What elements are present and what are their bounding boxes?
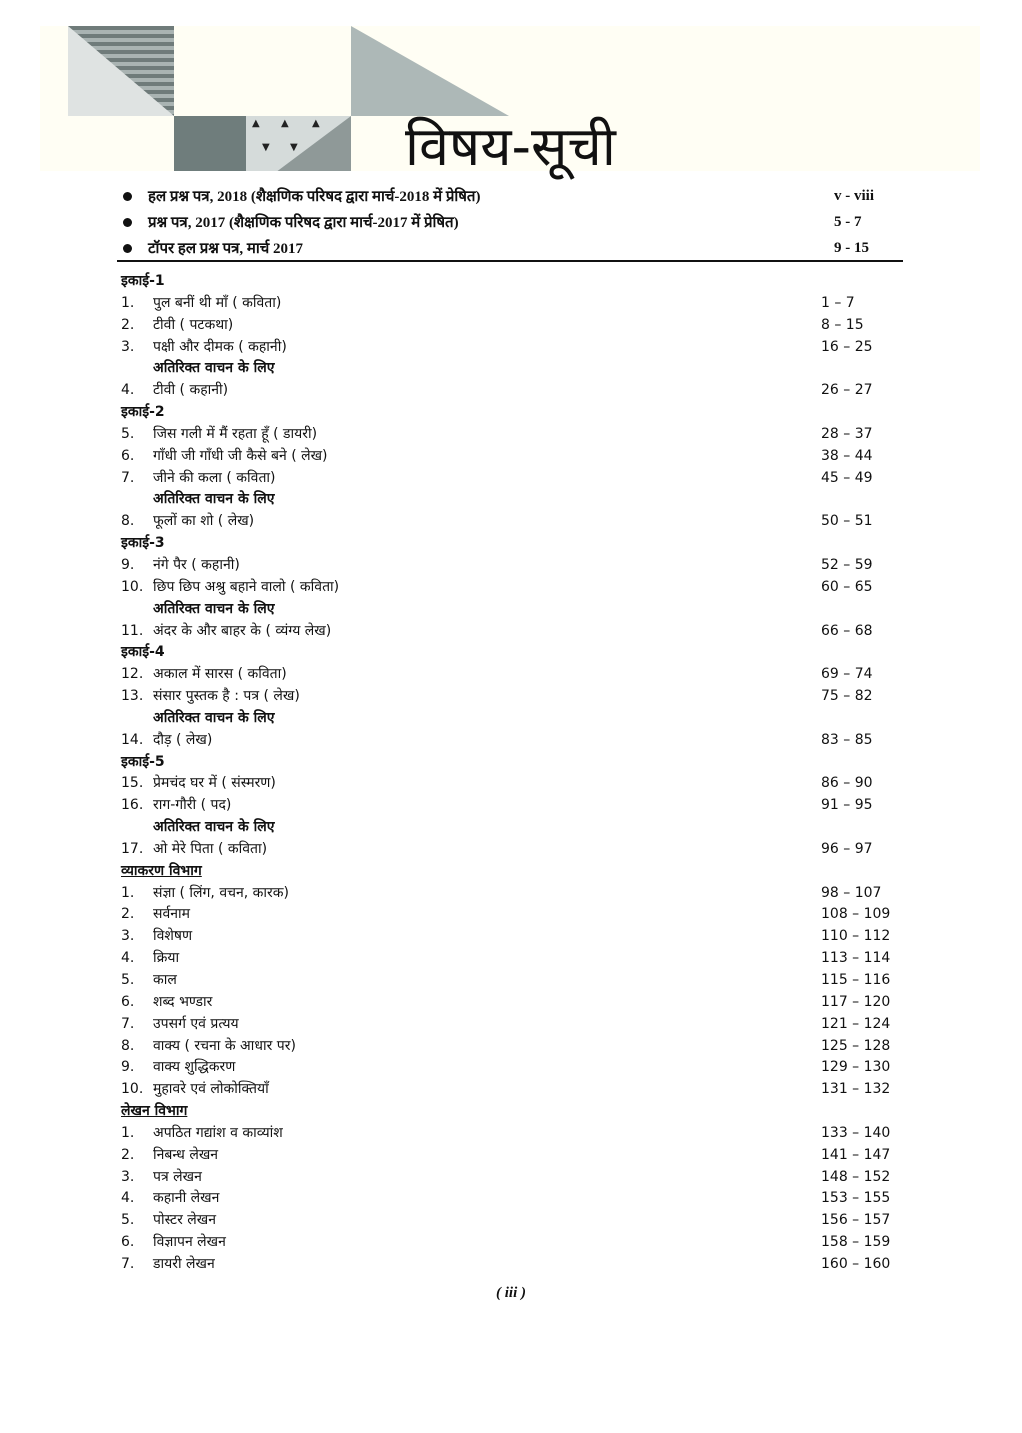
heading-label: इकाई-2: [121, 404, 165, 421]
top-item-pages: 9 - 15: [834, 239, 869, 256]
entry-title: छिप छिप अश्रु बहाने वालो ( कविता): [153, 578, 340, 595]
top-item-pages: 5 - 7: [834, 213, 862, 230]
entry-pages: 66 – 68: [821, 622, 873, 639]
toc-entry[interactable]: [121, 730, 891, 752]
page-title: विषय-सूची: [405, 115, 616, 178]
top-item-label: टॉपर हल प्रश्न पत्र, मार्च 2017: [148, 241, 304, 257]
top-item-label: हल प्रश्न पत्र, 2018 (शैक्षणिक परिषद द्वारा मार्च-2018 में प्रेषित): [148, 189, 481, 205]
entry-title: जीने की कला ( कविता): [153, 469, 276, 486]
entry-pages: 133 – 140: [821, 1124, 891, 1141]
top-item-pages: v - viii: [834, 187, 874, 204]
unit-heading: [121, 402, 891, 424]
unit-heading: [121, 533, 891, 555]
page-number: ( iii ): [496, 1285, 526, 1301]
entry-pages: 125 – 128: [821, 1037, 891, 1054]
entry-pages: 60 – 65: [821, 578, 873, 595]
entry-title: विशेषण: [153, 928, 193, 945]
entry-number: 15.: [121, 775, 144, 792]
entry-title: नंगे पैर ( कहानी): [153, 556, 240, 573]
heading-label: इकाई-1: [121, 273, 165, 289]
entry-pages: 96 – 97: [821, 840, 873, 857]
top-item[interactable]: [120, 209, 902, 235]
entry-number: 6.: [121, 993, 135, 1010]
entry-pages: 8 – 15: [821, 316, 864, 333]
top-item-label: प्रश्न पत्र, 2017 (शैक्षणिक परिषद द्वारा मार्च-2017 में प्रेषित): [148, 215, 459, 231]
toc-entry[interactable]: [121, 1079, 891, 1101]
entry-title: क्रिया: [153, 950, 180, 967]
toc-entry[interactable]: [121, 1036, 891, 1058]
unit-heading: [121, 642, 891, 664]
entry-pages: 91 – 95: [821, 797, 873, 814]
entry-pages: 45 – 49: [821, 469, 873, 486]
heading-label: इकाई-4: [121, 644, 165, 661]
toc-entry[interactable]: [121, 577, 891, 599]
entry-pages: 26 – 27: [821, 382, 873, 399]
entry-title: जिस गली में मैं रहता हूँ ( डायरी): [153, 425, 318, 442]
entry-pages: 16 – 25: [821, 338, 873, 355]
entry-pages: 141 – 147: [821, 1146, 891, 1163]
entry-title: निबन्ध लेखन: [153, 1146, 219, 1163]
extra-reading-heading: [121, 599, 891, 621]
entry-number: 7.: [121, 1255, 135, 1272]
toc-entry[interactable]: [121, 424, 891, 446]
entry-title: वाक्य ( रचना के आधार पर): [153, 1037, 296, 1054]
entry-number: 1.: [121, 294, 135, 311]
entry-title: प्रेमचंद घर में ( संस्मरण): [153, 775, 276, 792]
decorative-arrow-tile: ▲ ▲ ▲ ▼ ▼: [246, 116, 351, 171]
toc-entry[interactable]: [121, 1232, 891, 1254]
entry-pages: 98 – 107: [821, 884, 882, 901]
entry-pages: 158 – 159: [821, 1234, 891, 1251]
entry-pages: 75 – 82: [821, 688, 873, 705]
heading-label: अतिरिक्त वाचन के लिए: [153, 600, 275, 617]
entry-number: 5.: [121, 425, 135, 442]
heading-label: अतिरिक्त वाचन के लिए: [153, 819, 275, 836]
entry-pages: 148 – 152: [821, 1168, 891, 1185]
section-heading: [121, 1101, 891, 1123]
toc-entry[interactable]: [121, 1167, 891, 1189]
entry-title: राग-गौरी ( पद): [153, 797, 232, 814]
entry-number: 16.: [121, 797, 144, 814]
entry-title: टीवी ( पटकथा): [153, 316, 234, 333]
entry-number: 8.: [121, 1037, 135, 1054]
bullet-icon: [123, 218, 132, 227]
entry-pages: 38 – 44: [821, 447, 873, 464]
entry-pages: 129 – 130: [821, 1059, 891, 1076]
toc-entry[interactable]: [121, 1254, 891, 1276]
entry-number: 4.: [121, 382, 135, 399]
top-item-list: [120, 183, 902, 261]
entry-title: शब्द भण्डार: [153, 993, 213, 1010]
entry-number: 5.: [121, 1212, 135, 1229]
entry-pages: 110 – 112: [821, 928, 891, 945]
heading-label: लेखन विभाग: [121, 1103, 188, 1120]
entry-number: 2.: [121, 906, 135, 923]
entry-number: 1.: [121, 884, 135, 901]
entry-title: सर्वनाम: [153, 906, 191, 923]
entry-title: मुहावरे एवं लोकोक्तियाँ: [153, 1081, 269, 1098]
entry-number: 7.: [121, 469, 135, 486]
entry-pages: 108 – 109: [821, 906, 891, 923]
entry-number: 3.: [121, 928, 135, 945]
entry-pages: 1 – 7: [821, 294, 855, 311]
heading-label: इकाई-3: [121, 535, 165, 552]
entry-number: 4.: [121, 1190, 135, 1207]
extra-reading-heading: [121, 817, 891, 839]
entry-number: 11.: [121, 622, 144, 639]
toc-entry[interactable]: [121, 948, 891, 970]
unit-heading: [121, 752, 891, 774]
entry-title: अपठित गद्यांश व काव्यांश: [153, 1124, 283, 1141]
entry-number: 17.: [121, 840, 144, 857]
unit-heading: [121, 271, 891, 293]
section-heading: [121, 861, 891, 883]
toc-entry[interactable]: [121, 992, 891, 1014]
toc-entry[interactable]: [121, 1014, 891, 1036]
entry-title: पक्षी और दीमक ( कहानी): [153, 338, 287, 355]
entry-pages: 156 – 157: [821, 1212, 891, 1229]
toc-entry[interactable]: [121, 926, 891, 948]
toc-entry[interactable]: [121, 293, 891, 315]
entry-pages: 153 – 155: [821, 1190, 891, 1207]
heading-label: व्याकरण विभाग: [121, 862, 202, 879]
entry-pages: 117 – 120: [821, 993, 891, 1010]
toc-entry[interactable]: [121, 664, 891, 686]
entry-title: संज्ञा ( लिंग, वचन, कारक): [153, 884, 289, 901]
entry-number: 9.: [121, 1059, 135, 1076]
entry-title: पुल बनीं थी माँ ( कविता): [153, 294, 282, 311]
toc-entry[interactable]: [121, 773, 891, 795]
entry-number: 13.: [121, 688, 144, 705]
entry-title: संसार पुस्तक है : पत्र ( लेख): [153, 688, 300, 705]
entry-number: 10.: [121, 1081, 144, 1098]
toc-entry[interactable]: [121, 468, 891, 490]
toc-entry[interactable]: [121, 1188, 891, 1210]
heading-label: इकाई-5: [121, 753, 165, 770]
entry-title: काल: [153, 972, 177, 988]
entry-title: ओ मेरे पिता ( कविता): [153, 840, 268, 857]
entry-number: 2.: [121, 316, 135, 333]
entry-title: कहानी लेखन: [153, 1190, 220, 1207]
toc-entry[interactable]: [121, 511, 891, 533]
toc-entry[interactable]: [121, 839, 891, 861]
entry-pages: 69 – 74: [821, 666, 873, 683]
top-item[interactable]: [120, 235, 902, 261]
entry-pages: 28 – 37: [821, 425, 873, 442]
toc-entry[interactable]: [121, 1057, 891, 1079]
toc-entry[interactable]: [121, 883, 891, 905]
entry-number: 14.: [121, 731, 144, 748]
entry-title: फूलों का शो ( लेख): [153, 513, 255, 530]
entry-number: 1.: [121, 1124, 135, 1141]
heading-label: अतिरिक्त वाचन के लिए: [153, 491, 275, 508]
toc-entry[interactable]: [121, 337, 891, 359]
entry-number: 2.: [121, 1146, 135, 1163]
entry-pages: 131 – 132: [821, 1081, 891, 1098]
toc-entry[interactable]: [121, 555, 891, 577]
toc-entry[interactable]: [121, 1123, 891, 1145]
entry-number: 7.: [121, 1015, 135, 1032]
toc-entry[interactable]: [121, 970, 891, 992]
entry-number: 5.: [121, 972, 135, 988]
entry-number: 3.: [121, 1168, 135, 1185]
entry-title: अंदर के और बाहर के ( व्यंग्य लेख): [153, 622, 332, 639]
heading-label: अतिरिक्त वाचन के लिए: [153, 709, 275, 726]
extra-reading-heading: [121, 358, 891, 380]
toc-entry[interactable]: [121, 686, 891, 708]
entry-title: टीवी ( कहानी): [153, 382, 229, 399]
entry-title: अकाल में सारस ( कविता): [153, 666, 287, 683]
entry-pages: 50 – 51: [821, 513, 873, 530]
entry-number: 4.: [121, 950, 135, 967]
decorative-square: [174, 116, 246, 171]
toc-entry[interactable]: [121, 621, 891, 643]
toc-entry[interactable]: [121, 795, 891, 817]
toc-entry[interactable]: [121, 1210, 891, 1232]
entry-number: 6.: [121, 447, 135, 464]
entry-title: वाक्य शुद्धिकरण: [153, 1059, 236, 1076]
entry-number: 9.: [121, 556, 135, 573]
entry-title: पोस्टर लेखन: [153, 1212, 216, 1229]
toc-entry[interactable]: [121, 315, 891, 337]
bullet-icon: [123, 244, 132, 253]
entry-number: 10.: [121, 578, 144, 595]
toc-entry[interactable]: [121, 380, 891, 402]
top-item[interactable]: [120, 183, 902, 209]
entry-pages: 113 – 114: [821, 950, 891, 967]
entry-pages: 83 – 85: [821, 731, 873, 748]
entry-number: 6.: [121, 1234, 135, 1251]
table-of-contents: [121, 271, 891, 1276]
entry-title: उपसर्ग एवं प्रत्यय: [153, 1015, 239, 1032]
entry-pages: 121 – 124: [821, 1015, 891, 1032]
divider: [117, 260, 903, 262]
extra-reading-heading: [121, 708, 891, 730]
entry-title: डायरी लेखन: [153, 1255, 215, 1272]
decorative-striped-triangle: [68, 26, 174, 116]
toc-entry[interactable]: [121, 1145, 891, 1167]
entry-pages: 52 – 59: [821, 556, 873, 573]
extra-reading-heading: [121, 489, 891, 511]
entry-pages: 86 – 90: [821, 775, 873, 792]
entry-number: 3.: [121, 338, 135, 355]
entry-title: विज्ञापन लेखन: [153, 1234, 226, 1251]
entry-pages: 160 – 160: [821, 1255, 891, 1272]
toc-entry[interactable]: [121, 904, 891, 926]
toc-entry[interactable]: [121, 446, 891, 468]
heading-label: अतिरिक्त वाचन के लिए: [153, 360, 275, 377]
entry-number: 12.: [121, 666, 144, 683]
entry-title: गाँधी जी गाँधी जी कैसे बने ( लेख): [153, 447, 328, 464]
entry-pages: 115 – 116: [821, 972, 891, 988]
entry-title: पत्र लेखन: [153, 1168, 202, 1185]
bullet-icon: [123, 192, 132, 201]
entry-title: दौड़ ( लेख): [153, 731, 213, 748]
entry-number: 8.: [121, 513, 135, 530]
